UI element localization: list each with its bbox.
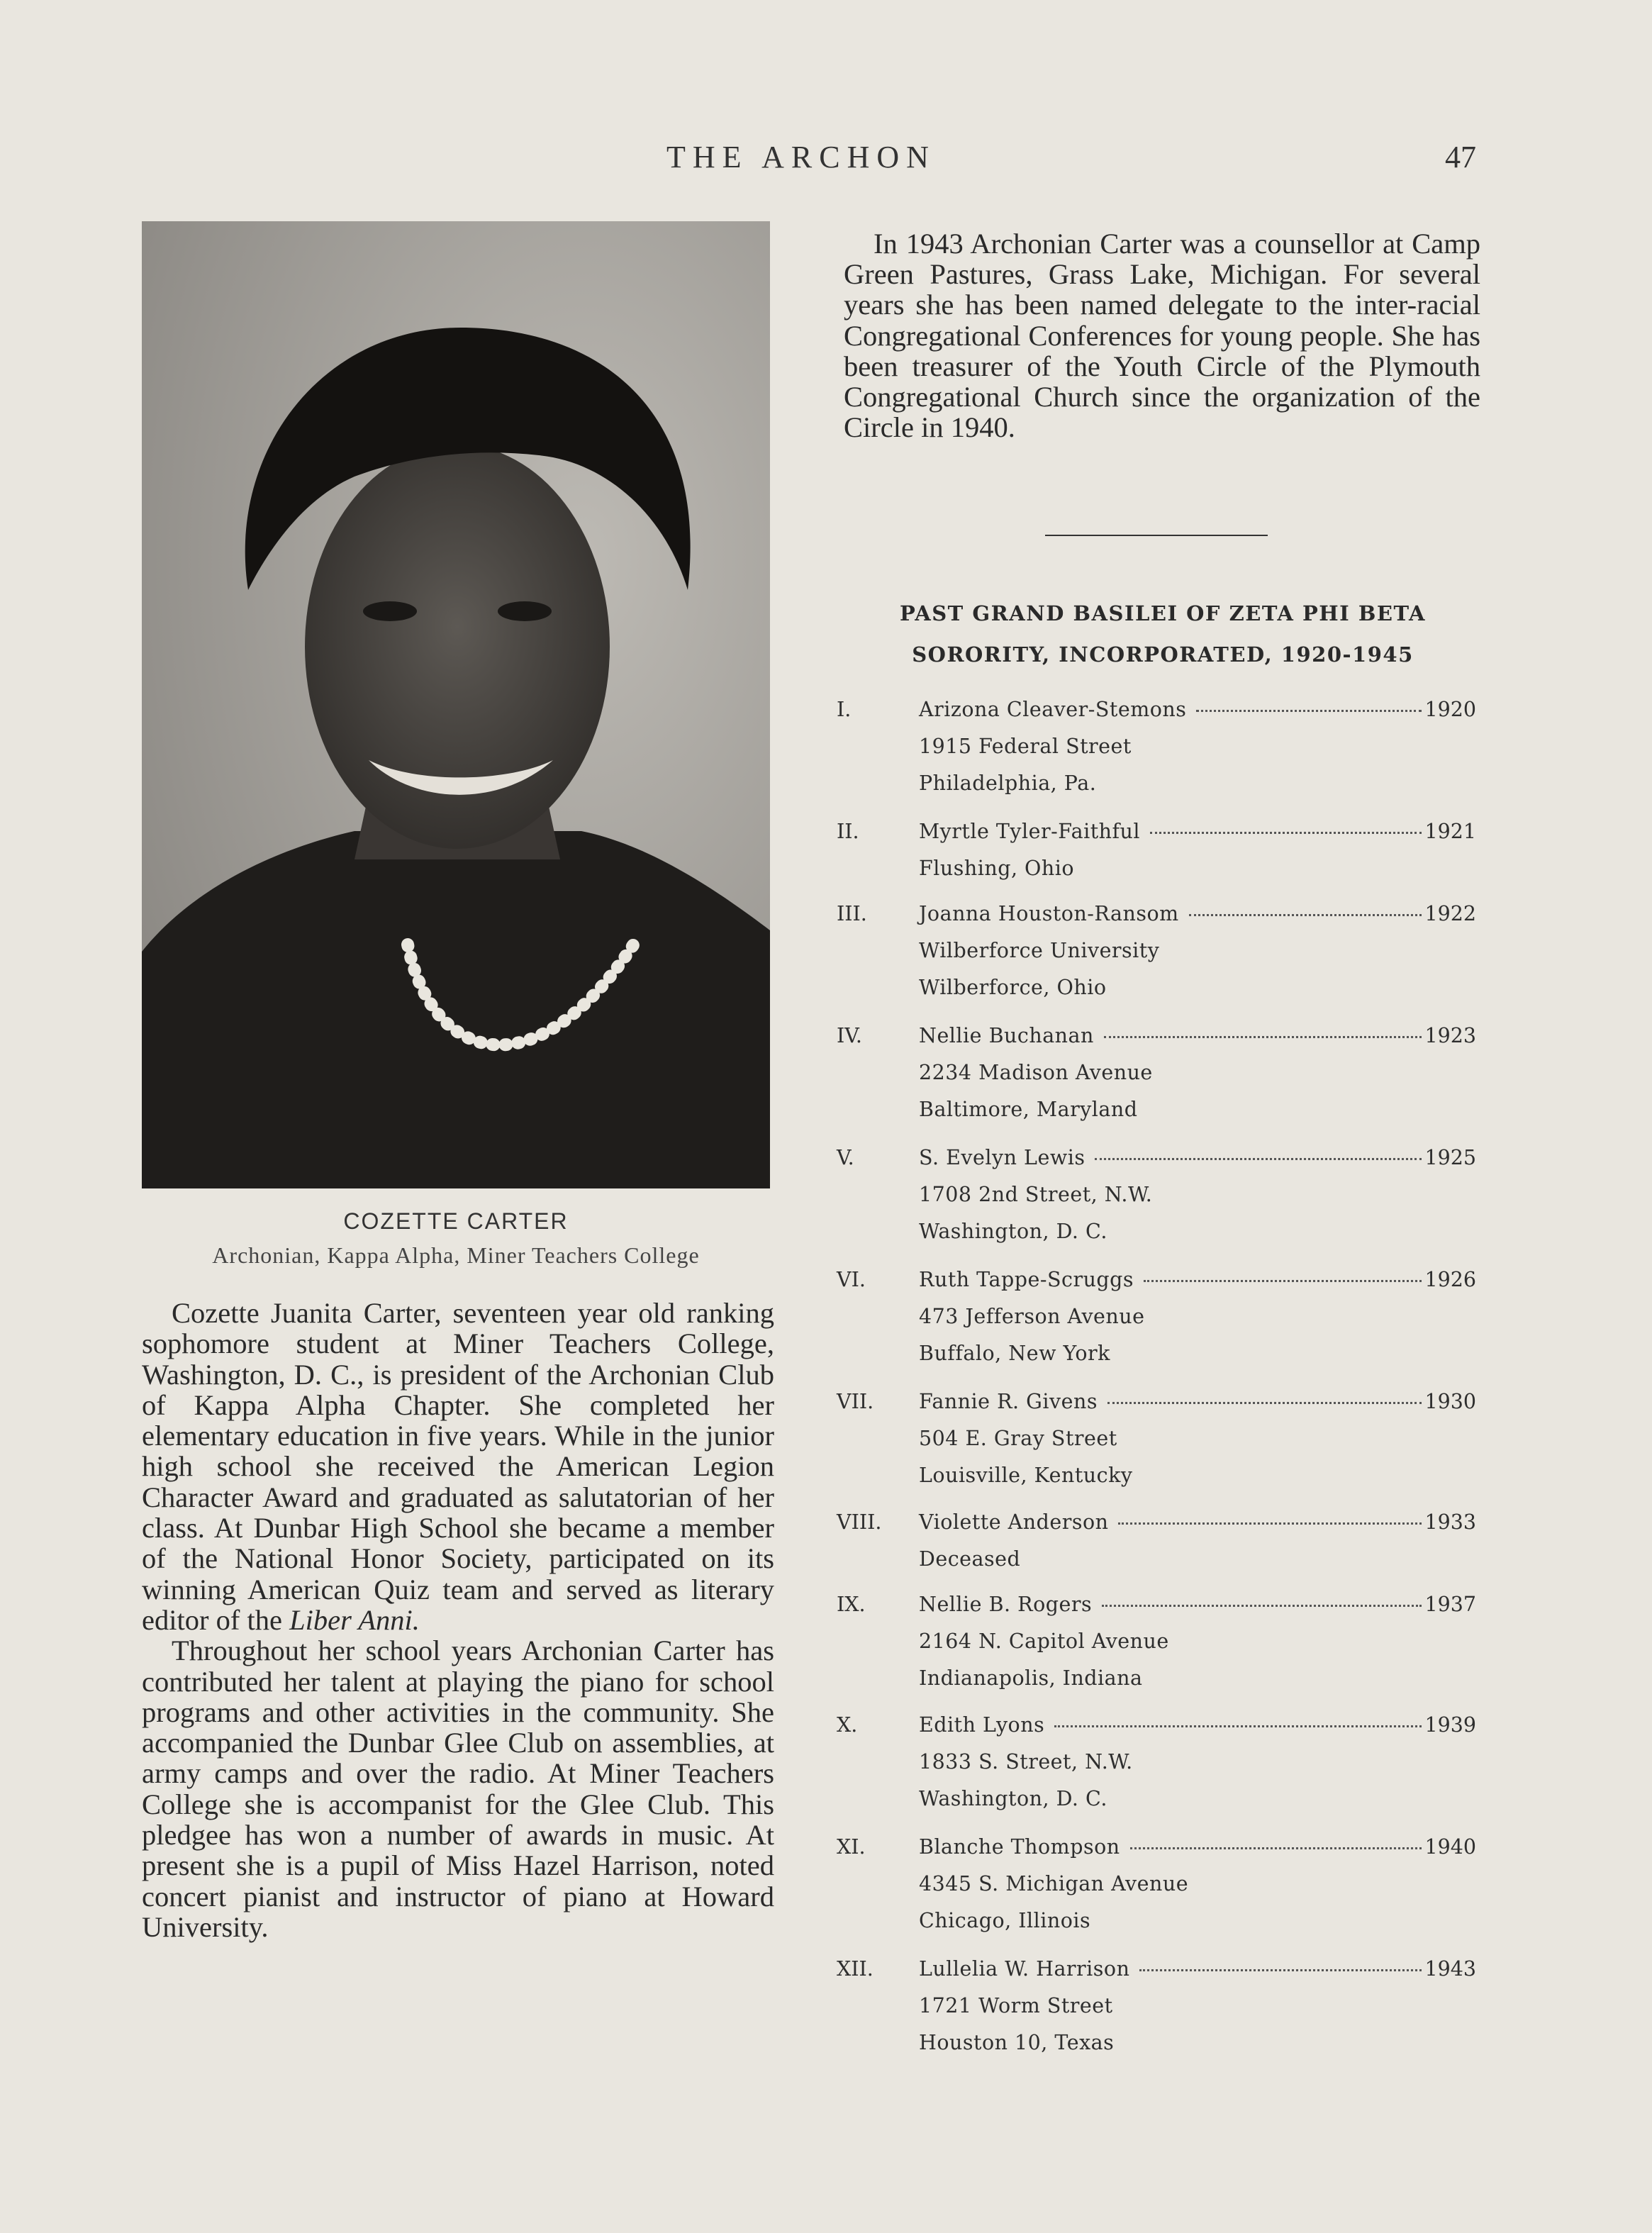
entry-numeral: VIII. bbox=[837, 1510, 882, 1534]
right-paragraph-1: In 1943 Archonian Carter was a counsellor at Camp Green Pastures, Grass Lake, Michigan. For several years she has been named delegate to the inter-racial Congregational Conferences for young people. She has been treasurer of the Youth Circle of the Plymouth Congregational Church since the organization of the Circle in 1940. bbox=[844, 228, 1480, 444]
entry-year: 1933 bbox=[1424, 1510, 1476, 1534]
entry-address-line: Buffalo, New York bbox=[919, 1342, 1110, 1365]
list-title-line-2: SORORITY, INCORPORATED, 1920-1945 bbox=[912, 642, 1414, 667]
entry-numeral: IX. bbox=[837, 1593, 866, 1616]
dot-leader bbox=[1196, 710, 1422, 712]
photo-caption-name: COZETTE CARTER bbox=[343, 1208, 569, 1234]
entry-address-line: Chicago, Illinois bbox=[919, 1909, 1091, 1932]
entry-main-line bbox=[919, 1024, 1476, 1047]
entry-main-line bbox=[919, 1510, 1476, 1534]
left-paragraph-1 bbox=[142, 1298, 774, 1635]
right-column-text bbox=[844, 228, 1480, 442]
entry-year: 1939 bbox=[1424, 1713, 1476, 1737]
entry-year: 1921 bbox=[1424, 820, 1476, 843]
entry-address-line: 2164 N. Capitol Avenue bbox=[919, 1630, 1169, 1653]
entry-numeral: X. bbox=[837, 1713, 858, 1737]
dot-leader bbox=[1102, 1605, 1422, 1607]
entry-name: Nellie Buchanan bbox=[919, 1024, 1094, 1047]
dot-leader bbox=[1189, 914, 1422, 916]
entry-address-line: 1721 Worm Street bbox=[919, 1994, 1113, 2017]
entry-numeral: I. bbox=[837, 698, 852, 721]
entry-address-line: 1833 S. Street, N.W. bbox=[919, 1750, 1133, 1773]
dot-leader bbox=[1054, 1725, 1422, 1727]
entry-name: S. Evelyn Lewis bbox=[919, 1146, 1085, 1169]
entry-address-line: 2234 Madison Avenue bbox=[919, 1061, 1153, 1084]
dot-leader bbox=[1107, 1402, 1422, 1404]
entry-main-line bbox=[919, 1593, 1476, 1616]
dot-leader bbox=[1104, 1036, 1422, 1038]
entry-name: Joanna Houston-Ransom bbox=[919, 902, 1179, 925]
entry-name: Nellie B. Rogers bbox=[919, 1593, 1093, 1616]
entry-year: 1930 bbox=[1424, 1390, 1476, 1413]
entry-main-line bbox=[919, 1713, 1476, 1737]
entry-main-line bbox=[919, 820, 1476, 843]
list-title bbox=[830, 593, 1496, 675]
entry-address-line: 4345 S. Michigan Avenue bbox=[919, 1872, 1189, 1895]
entry-address-line: Deceased bbox=[919, 1547, 1021, 1571]
dot-leader bbox=[1144, 1280, 1422, 1282]
entry-address-line: 504 E. Gray Street bbox=[919, 1427, 1117, 1450]
entry-numeral: II. bbox=[837, 820, 859, 843]
entry-address-line: Philadelphia, Pa. bbox=[919, 772, 1097, 795]
portrait-illustration bbox=[142, 221, 770, 1188]
entry-numeral: VI. bbox=[837, 1268, 866, 1291]
entry-numeral: III. bbox=[837, 902, 867, 925]
entry-address-line: Wilberforce, Ohio bbox=[919, 976, 1107, 999]
section-divider bbox=[1045, 535, 1268, 536]
dot-leader bbox=[1139, 1969, 1422, 1971]
entry-name: Blanche Thompson bbox=[919, 1835, 1120, 1859]
entry-year: 1937 bbox=[1424, 1593, 1476, 1616]
entry-main-line bbox=[919, 698, 1476, 721]
entry-address-line: 1708 2nd Street, N.W. bbox=[919, 1183, 1153, 1206]
entry-address-line: Wilberforce University bbox=[919, 939, 1160, 962]
entry-year: 1922 bbox=[1424, 902, 1476, 925]
entry-main-line bbox=[919, 1835, 1476, 1859]
entry-name: Violette Anderson bbox=[919, 1510, 1109, 1534]
entry-address-line: Indianapolis, Indiana bbox=[919, 1666, 1143, 1690]
entry-main-line bbox=[919, 1268, 1476, 1291]
photo-caption-subtitle: Archonian, Kappa Alpha, Miner Teachers College bbox=[212, 1242, 700, 1268]
entry-address-line: Baltimore, Maryland bbox=[919, 1098, 1138, 1121]
dot-leader bbox=[1130, 1847, 1422, 1849]
list-title-line-1: PAST GRAND BASILEI OF ZETA PHI BETA bbox=[900, 601, 1426, 625]
entry-name: Lullelia W. Harrison bbox=[919, 1957, 1130, 1981]
entry-name: Myrtle Tyler-Faithful bbox=[919, 820, 1141, 843]
entry-address-line: Washington, D. C. bbox=[919, 1220, 1107, 1243]
running-head: THE ARCHON bbox=[666, 140, 936, 174]
page-number: 47 bbox=[1445, 140, 1476, 174]
left-column-text bbox=[142, 1298, 774, 1942]
entry-address-line: Flushing, Ohio bbox=[919, 857, 1075, 880]
entry-year: 1940 bbox=[1424, 1835, 1476, 1859]
entry-name: Fannie R. Givens bbox=[919, 1390, 1098, 1413]
entry-name: Edith Lyons bbox=[919, 1713, 1045, 1737]
entry-numeral: VII. bbox=[837, 1390, 874, 1413]
entry-year: 1923 bbox=[1424, 1024, 1476, 1047]
entry-name: Arizona Cleaver-Stemons bbox=[919, 698, 1187, 721]
entry-main-line bbox=[919, 902, 1476, 925]
entry-year: 1926 bbox=[1424, 1268, 1476, 1291]
entry-address-line: 1915 Federal Street bbox=[919, 735, 1132, 758]
entry-year: 1943 bbox=[1424, 1957, 1476, 1981]
entry-name: Ruth Tappe-Scruggs bbox=[919, 1268, 1134, 1291]
portrait-photo bbox=[142, 221, 770, 1188]
dot-leader bbox=[1118, 1522, 1422, 1525]
entry-year: 1920 bbox=[1424, 698, 1476, 721]
left-paragraph-1-text: Cozette Juanita Carter, seventeen year old ranking sophomore student at Miner Teachers College, Washington, D. C., is president of the Archonian Club of Kappa Alpha Chapter. She completed her elementary education in five years. While in the junior high school she received the American Legion Character Award and graduated as salutatorian of her class. At Dunbar High School she became a member of the National Honor Society, participated on its winning American Quiz team and served as literary editor of the bbox=[142, 1297, 774, 1636]
entry-main-line bbox=[919, 1957, 1476, 1981]
entry-address-line: Louisville, Kentucky bbox=[919, 1464, 1133, 1487]
entry-numeral: XI. bbox=[837, 1835, 866, 1859]
entry-year: 1925 bbox=[1424, 1146, 1476, 1169]
dot-leader bbox=[1150, 832, 1422, 834]
entry-numeral: V. bbox=[837, 1146, 854, 1169]
entry-address-line: Washington, D. C. bbox=[919, 1787, 1107, 1810]
dot-leader bbox=[1095, 1158, 1422, 1160]
liber-anni-title: Liber Anni. bbox=[289, 1603, 420, 1636]
entry-main-line bbox=[919, 1146, 1476, 1169]
left-paragraph-2: Throughout her school years Archonian Carter has contributed her talent at playing the piano for school programs and other activities in the community. She accompanied the Dunbar Glee Club on assemblies, at army camps and over the radio. At Miner Teachers College she is accompanist for the Glee Club. This pledgee has won a number of awards in music. At present she is a pupil of Miss Hazel Harrison, noted concert pianist and instructor of piano at Howard University. bbox=[142, 1635, 774, 1943]
entry-address-line: Houston 10, Texas bbox=[919, 2031, 1115, 2054]
entry-numeral: XII. bbox=[837, 1957, 874, 1981]
entry-numeral: IV. bbox=[837, 1024, 862, 1047]
entry-main-line bbox=[919, 1390, 1476, 1413]
entry-address-line: 473 Jefferson Avenue bbox=[919, 1305, 1145, 1328]
